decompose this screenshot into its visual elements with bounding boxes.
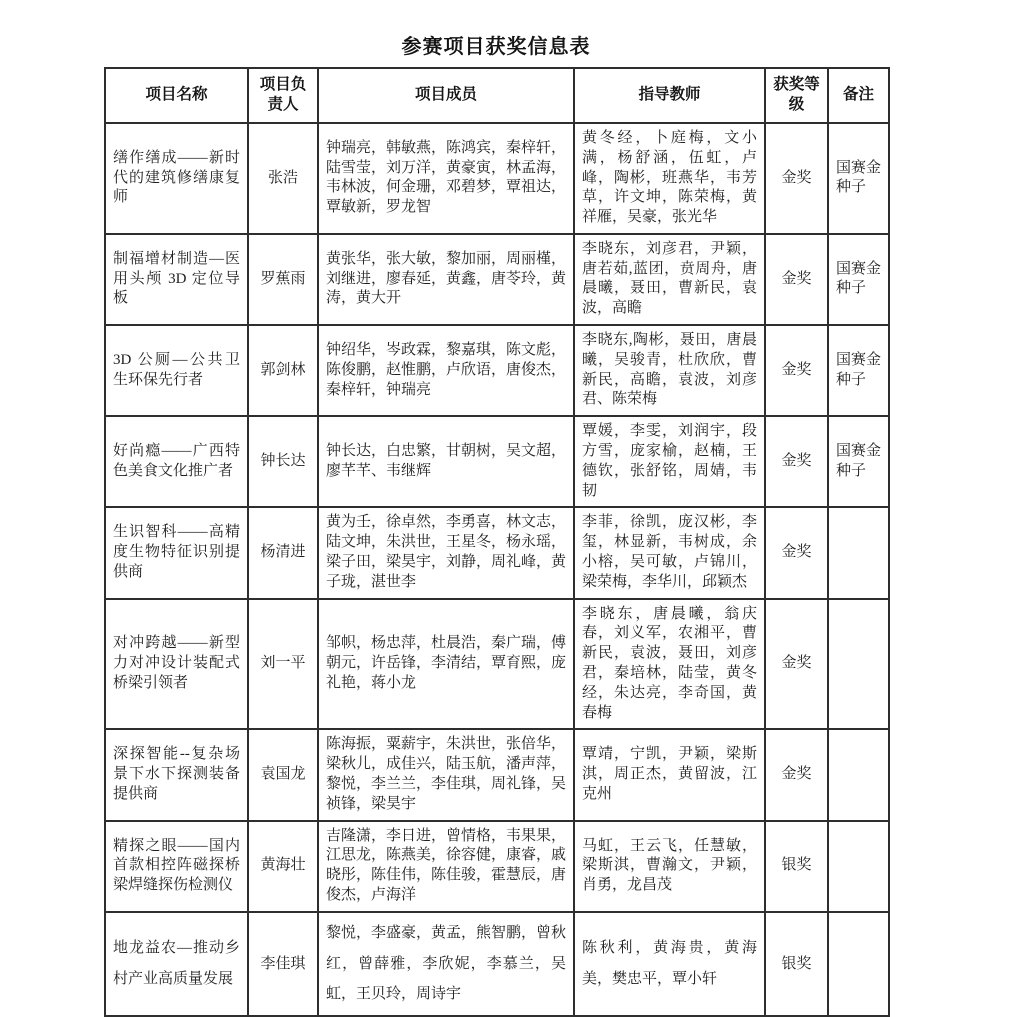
award-level-cell: 金奖 — [765, 123, 828, 234]
project-leader-cell: 杨清进 — [248, 507, 318, 598]
table-row — [105, 729, 889, 820]
project-members-cell: 黄张华，张大敏，黎加丽，周丽槿，刘继进，廖春延，黄鑫，唐苓玲，黄涛，黄大开 — [318, 234, 574, 325]
remark-cell: 国赛金种子 — [828, 325, 889, 416]
project-name-cell: 对冲跨越——新型力对冲设计装配式桥梁引领者 — [105, 599, 248, 730]
table-row — [105, 234, 889, 325]
award-level-cell: 金奖 — [765, 599, 828, 730]
header-award-level: 获奖等级 — [765, 68, 828, 123]
advisors-cell: 覃靖，宁凯，尹颖，梁斯淇，周正杰，黄留波，江克州 — [574, 729, 765, 820]
remark-cell — [828, 729, 889, 820]
advisors-cell: 马虹，王云飞，任慧敏，梁斯淇，曹瀚文，尹颖，肖勇，龙昌茂 — [574, 821, 765, 912]
remark-cell — [828, 507, 889, 598]
remark-cell — [828, 821, 889, 912]
advisors-cell: 黄冬经，卜庭梅，文小满，杨舒涵，伍虹，卢峰，陶彬，班燕华，韦芳草，许文坤，陈荣梅，黄祥雁，吴豪，张光华 — [574, 123, 765, 234]
header-project-name: 项目名称 — [105, 68, 248, 123]
table-row — [105, 912, 889, 1016]
advisors-cell: 覃媛，李雯，刘润宇，段方雪，庞家榆，赵楠，王德钦，张舒铭，周婧，韦韧 — [574, 416, 765, 507]
award-level-cell: 银奖 — [765, 912, 828, 1016]
project-members-cell: 钟绍华，岑政霖，黎嘉琪，陈文彪，陈俊鹏，赵惟鹏，卢欣语，唐俊杰，秦梓轩，钟瑞亮 — [318, 325, 574, 416]
page-title: 参赛项目获奖信息表 — [401, 36, 591, 58]
project-leader-cell: 袁国龙 — [248, 729, 318, 820]
project-members-cell: 吉隆潇，李日进，曾情格，韦果果，江思龙，陈燕美，徐容健，康睿，戚晓彤，陈佳伟，陈佳骏，霍慧辰，唐俊杰，卢海洋 — [318, 821, 574, 912]
project-members-cell: 钟长达，白忠繁，甘朝树，吴文超，廖芊芊、韦继辉 — [318, 416, 574, 507]
advisors-cell: 李晓东,陶彬，聂田，唐晨曦，吴骏青，杜欣欣，曹新民，高瞻，袁波，刘彦君、陈荣梅 — [574, 325, 765, 416]
project-leader-cell: 钟长达 — [248, 416, 318, 507]
project-name-cell: 制福增材制造—医用头颅 3D 定位导板 — [105, 234, 248, 325]
project-members-cell: 钟瑞亮，韩敏燕，陈鸿宾，秦梓轩，陆雪莹，刘万洋，黄豪寅，林孟海，韦林波，何金珊，邓碧梦，覃祖达，覃敏新，罗龙智 — [318, 123, 574, 234]
table-row — [105, 821, 889, 912]
project-name-cell: 好尚瘾——广西特色美食文化推广者 — [105, 416, 248, 507]
project-leader-cell: 黄海壮 — [248, 821, 318, 912]
advisors-cell: 李晓东，刘彦君，尹颖，唐若茹,蓝团，贲周舟，唐晨曦，聂田，曹新民，袁波，高瞻 — [574, 234, 765, 325]
remark-cell — [828, 912, 889, 1016]
advisors-cell: 李菲，徐凯，庞汉彬，李玺，林显新，韦树成，余小榕，吴可敏，卢锦川，梁荣梅，李华川，邱颖杰 — [574, 507, 765, 598]
award-level-cell: 金奖 — [765, 507, 828, 598]
table-body — [105, 123, 889, 1016]
header-project-leader: 项目负责人 — [248, 68, 318, 123]
table-row — [105, 123, 889, 234]
award-level-cell: 金奖 — [765, 416, 828, 507]
project-name-cell: 缮作缮成——新时代的建筑修缮康复师 — [105, 123, 248, 234]
project-members-cell: 邹帜，杨忠萍，杜晨浩，秦广瑞，傅朝元，许岳锋，李清结，覃育熙，庞礼艳，蒋小龙 — [318, 599, 574, 730]
award-info-table — [104, 67, 890, 1017]
project-name-cell: 地龙益农—推动乡村产业高质量发展 — [105, 912, 248, 1016]
remark-cell: 国赛金种子 — [828, 123, 889, 234]
remark-cell: 国赛金种子 — [828, 234, 889, 325]
award-level-cell: 金奖 — [765, 729, 828, 820]
project-leader-cell: 刘一平 — [248, 599, 318, 730]
project-leader-cell: 李佳琪 — [248, 912, 318, 1016]
table-row — [105, 416, 889, 507]
header-advisors: 指导教师 — [574, 68, 765, 123]
award-level-cell: 金奖 — [765, 234, 828, 325]
table-header-row — [105, 68, 889, 123]
advisors-cell: 陈秋利，黄海贵，黄海美，樊忠平，覃小轩 — [574, 912, 765, 1016]
table-row — [105, 507, 889, 598]
remark-cell — [828, 599, 889, 730]
header-project-members: 项目成员 — [318, 68, 574, 123]
project-leader-cell: 郭剑林 — [248, 325, 318, 416]
project-members-cell: 黎悦，李盛豪，黄孟，熊智鹏，曾秋红，曾薛雅，李欣妮，李慕兰，吴虹，王贝玲，周诗宇 — [318, 912, 574, 1016]
award-info-document — [104, 30, 888, 1017]
remark-cell: 国赛金种子 — [828, 416, 889, 507]
project-leader-cell: 罗蕉雨 — [248, 234, 318, 325]
project-members-cell: 陈海振，粟薪宇，朱洪世，张倍华，梁秋儿，成佳兴，陆玉航，潘声萍，黎悦，李兰兰，李佳琪，周礼锋，吴祯锋，梁昊宇 — [318, 729, 574, 820]
project-name-cell: 生识智科——高精度生物特征识别提供商 — [105, 507, 248, 598]
award-level-cell: 金奖 — [765, 325, 828, 416]
project-leader-cell: 张浩 — [248, 123, 318, 234]
project-members-cell: 黄为壬，徐卓然，李勇喜，林文志，陆文坤，朱洪世，王星冬，杨永瑶，梁子田，梁昊宇，刘静，周礼峰，黄子珑，湛世李 — [318, 507, 574, 598]
table-row — [105, 599, 889, 730]
project-name-cell: 精探之眼——国内首款相控阵磁探桥梁焊缝探伤检测仪 — [105, 821, 248, 912]
advisors-cell: 李晓东，唐晨曦，翁庆春，刘义军，农湘平，曹新民，袁波，聂田，刘彦君，秦培林，陆莹，黄冬经，朱达亮，李奇国，黄春梅 — [574, 599, 765, 730]
award-level-cell: 银奖 — [765, 821, 828, 912]
header-remark: 备注 — [828, 68, 889, 123]
project-name-cell: 3D 公厕—公共卫生环保先行者 — [105, 325, 248, 416]
project-name-cell: 深探智能--复杂场景下水下探测装备提供商 — [105, 729, 248, 820]
table-row — [105, 325, 889, 416]
